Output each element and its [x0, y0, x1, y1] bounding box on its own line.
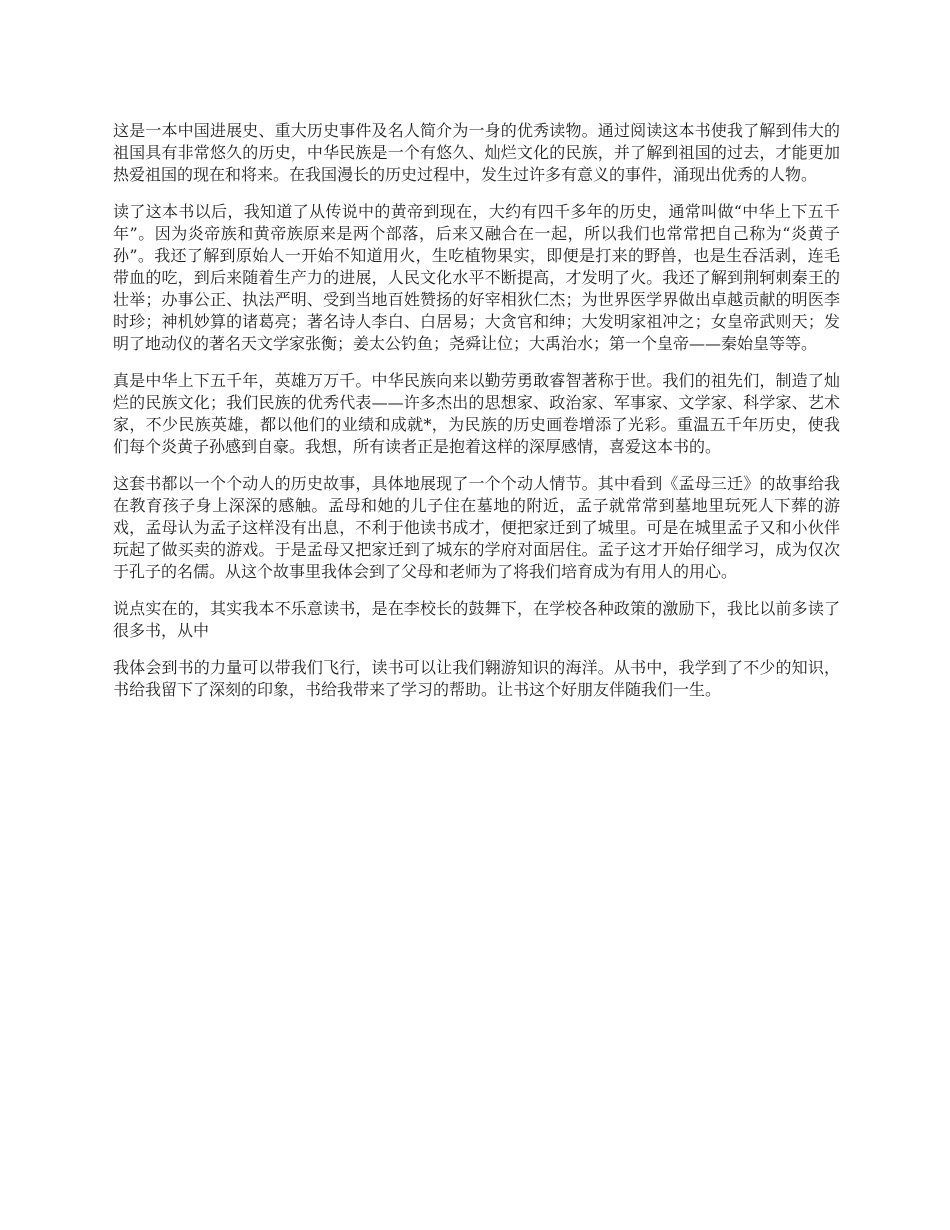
paragraph-6: 我体会到书的力量可以带我们飞行，读书可以让我们翱游知识的海洋。从书中，我学到了不少的知识，书给我留下了深刻的印象，书给我带来了学习的帮助。让书这个好朋友伴随我们一生。: [113, 658, 840, 699]
paragraph-5: 说点实在的，其实我本不乐意读书，是在李校长的鼓舞下，在学校各种政策的激励下，我比以前多读了很多书，从中: [113, 599, 840, 640]
paragraph-3: 真是中华上下五千年，英雄万万千。中华民族向来以勤劳勇敢睿智著称于世。我们的祖先们，制造了灿烂的民族文化；我们民族的优秀代表——许多杰出的思想家、政治家、军事家、文学家、科学家、艺术家，不少民族英雄，都以他们的业绩和成就*，为民族的历史画卷增添了光彩。重温五千年历史，使我们每个炎黄子孙感到自豪。我想，所有读者正是抱着这样的深厚感情，喜爱这本书的。: [113, 371, 840, 456]
paragraph-2: 读了这本书以后，我知道了从传说中的黄帝到现在，大约有四千多年的历史，通常叫做“中华上下五千年”。因为炎帝族和黄帝族原来是两个部落，后来又融合在一起，所以我们也常常把自己称为“炎黄子孙”。我还了解到原始人一开始不知道用火，生吃植物果实，即便是打来的野兽，也是生吞活剥，连毛带血的吃，到后来随着生产力的进展，人民文化水平不断提高，才发明了火。我还了解到荆轲刺秦王的壮举；办事公正、执法严明、受到当地百姓赞扬的好宰相狄仁杰；为世界医学界做出卓越贡献的明医李时珍；神机妙算的诸葛亮；著名诗人李白、白居易；大贪官和绅；大发明家祖冲之；女皇帝武则天；发明了地动仪的著名天文学家张衡；姜太公钓鱼；尧舜让位；大禹治水；第一个皇帝——秦始皇等等。: [113, 202, 840, 353]
paragraph-1: 这是一本中国进展史、重大历史事件及名人简介为一身的优秀读物。通过阅读这本书使我了解到伟大的祖国具有非常悠久的历史，中华民族是一个有悠久、灿烂文化的民族，并了解到祖国的过去，才能更加热爱祖国的现在和将来。在我国漫长的历史过程中，发生过许多有意义的事件，涌现出优秀的人物。: [113, 121, 840, 184]
paragraph-4: 这套书都以一个个动人的历史故事，具体地展现了一个个动人情节。其中看到《孟母三迁》的故事给我在教育孩子身上深深的感触。孟母和她的儿子住在墓地的附近，孟子就常常到墓地里玩死人下葬的游戏，孟母认为孟子这样没有出息，不利于他读书成才，便把家迁到了城里。可是在城里孟子又和小伙伴玩起了做买卖的游戏。于是孟母又把家迁到了城东的学府对面居住。孟子这才开始仔细学习，成为仅次于孔子的名儒。从这个故事里我体会到了父母和老师为了将我们培育成为有用人的用心。: [113, 474, 840, 581]
document-body: [113, 120, 840, 716]
